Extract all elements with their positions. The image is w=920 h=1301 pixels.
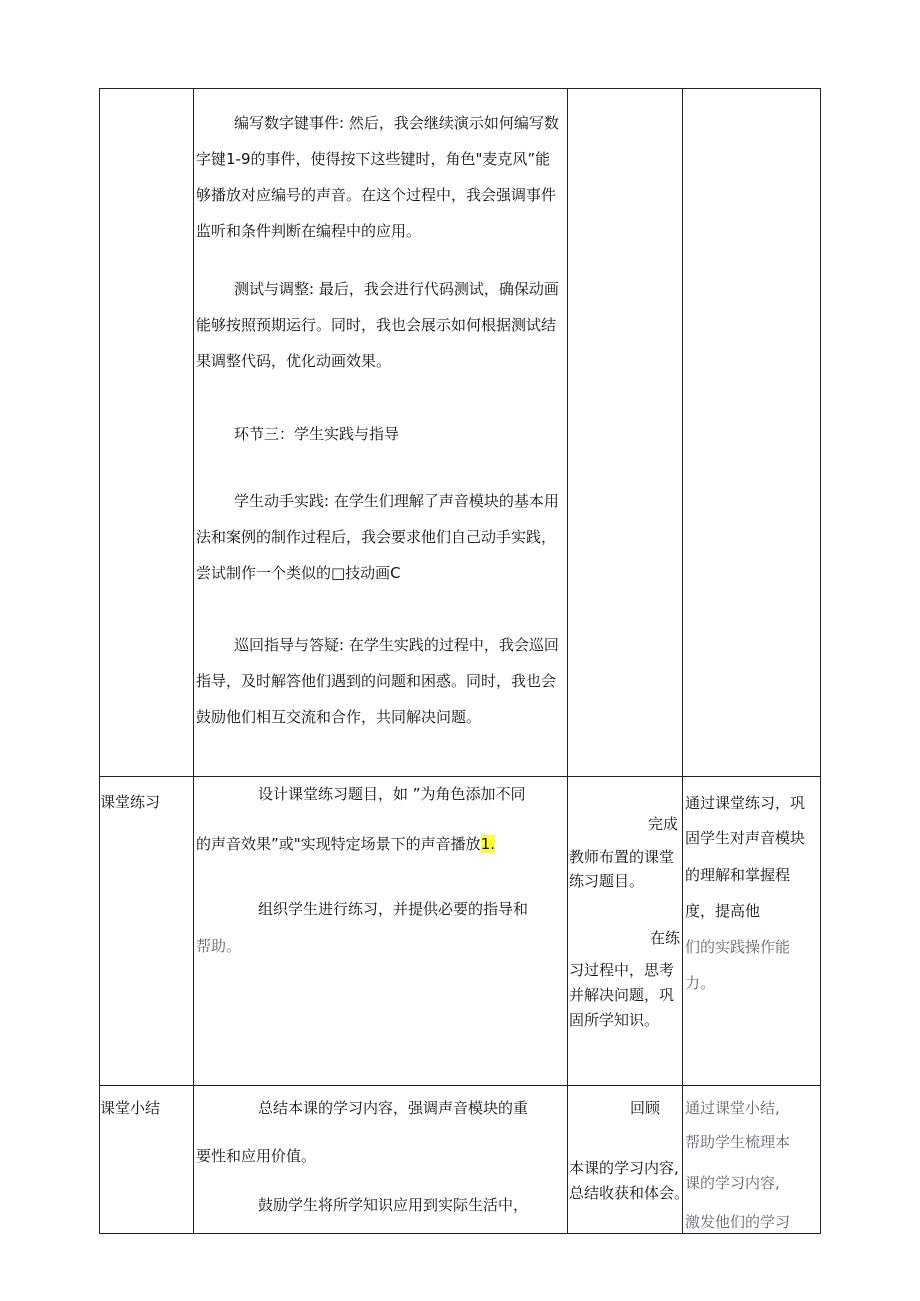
practice-teacher-line <box>196 834 495 854</box>
practice-student-line: 教师布置的课堂 <box>569 848 675 866</box>
summary-student-line: 回顾 <box>630 1099 661 1117</box>
practice-purpose-line: 的理解和掌握程 <box>685 866 791 884</box>
practice-teacher-line: 设计课堂练习题目，如 ”为角色添加不同 <box>258 785 526 803</box>
summary-purpose-line <box>685 1132 790 1152</box>
process-paragraph-line: 尝试制作一个类似的□技动画C <box>196 564 401 582</box>
practice-student-line: 固所学知识。 <box>569 1011 660 1029</box>
process-paragraph-line: 测试与调整: 最后，我会进行代码测试，确保动画 <box>234 280 559 298</box>
practice-purpose-line: 固学生对声音模块 <box>685 829 806 847</box>
practice-purpose-line: 通过课堂练习，巩 <box>685 794 806 812</box>
practice-teacher-line: 帮助。 <box>196 937 242 955</box>
table-column-divider <box>682 88 683 1234</box>
table-row-divider <box>99 1085 821 1086</box>
process-paragraph-line: 指导，及时解答他们遇到的问题和困惑。同时，我也会 <box>196 672 557 690</box>
process-paragraph-line: 学生动手实践: 在学生们理解了声音模块的基本用 <box>234 492 559 510</box>
practice-purpose-line: 力。 <box>685 974 716 992</box>
process-paragraph-line: 果调整代码，优化动画效果。 <box>196 352 392 370</box>
practice-student-line: 并解决问题，巩 <box>569 986 675 1004</box>
practice-student-line: 完成 <box>648 815 679 833</box>
process-paragraph-line: 能够按照预期运行。同时，我也会展示如何根据测试结 <box>196 316 557 334</box>
summary-teacher-line: 鼓励学生将所学知识应用到实际生活中， <box>258 1196 529 1214</box>
practice-purpose-line: 们的实践操作能 <box>685 938 791 956</box>
process-paragraph-line: 字键1-9的事件，使得按下这些键时，角色"麦克风”能 <box>196 150 551 168</box>
process-paragraph-line: 够播放对应编号的声音。在这个过程中，我会强调事件 <box>196 186 557 204</box>
process-paragraph-line: 监听和条件判断在编程中的应用。 <box>196 222 422 240</box>
summary-purpose-line: 激发他们的学习 <box>685 1213 791 1231</box>
practice-student-line: 练习题目。 <box>569 872 645 890</box>
table-row-divider <box>99 776 821 777</box>
lesson-plan-table <box>99 88 821 1234</box>
table-border-bottom <box>99 1233 821 1234</box>
summary-purpose-text: 帮助学生梳理本 <box>685 1133 791 1151</box>
process-paragraph-line: 巡回指导与答疑: 在学生实践的过程中，我会巡回 <box>234 636 559 654</box>
practice-student-line: 在练 <box>650 929 681 947</box>
summary-teacher-line: 总结本课的学习内容，强调声音模块的重 <box>258 1099 529 1117</box>
summary-purpose-line: 课的学习内容, <box>685 1174 780 1192</box>
summary-student-line: 总结收获和体会。 <box>569 1184 690 1202</box>
table-border-top <box>99 88 821 89</box>
row-label-summary: 课堂小结 <box>100 1099 161 1117</box>
highlighted-text: 1. <box>480 835 495 853</box>
practice-student-line: 习过程中，思考 <box>569 961 675 979</box>
section-heading: 环节三：学生实践与指导 <box>234 425 400 443</box>
table-column-divider <box>567 88 568 1234</box>
summary-teacher-line: 要性和应用价值。 <box>196 1147 317 1165</box>
process-paragraph-line: 法和案例的制作过程后，我会要求他们自己动手实践， <box>196 528 557 546</box>
table-border-left <box>99 88 100 1234</box>
table-column-divider <box>193 88 194 1234</box>
practice-teacher-line: 组织学生进行练习，并提供必要的指导和 <box>258 900 529 918</box>
table-border-right <box>820 88 821 1234</box>
summary-purpose-line: 通过课堂小结, <box>685 1099 780 1117</box>
practice-purpose-line: 度，提高他 <box>685 902 761 920</box>
summary-student-line: 本课的学习内容, <box>569 1159 679 1177</box>
process-paragraph-line: 鼓励他们相互交流和合作，共同解决问题。 <box>196 708 482 726</box>
practice-teacher-text: 的声音效果”或"实现特定场景下的声音播放 <box>196 835 481 853</box>
row-label-practice: 课堂练习 <box>100 793 161 811</box>
process-paragraph-line: 编写数字键事件: 然后，我会继续演示如何编写数 <box>234 114 559 132</box>
